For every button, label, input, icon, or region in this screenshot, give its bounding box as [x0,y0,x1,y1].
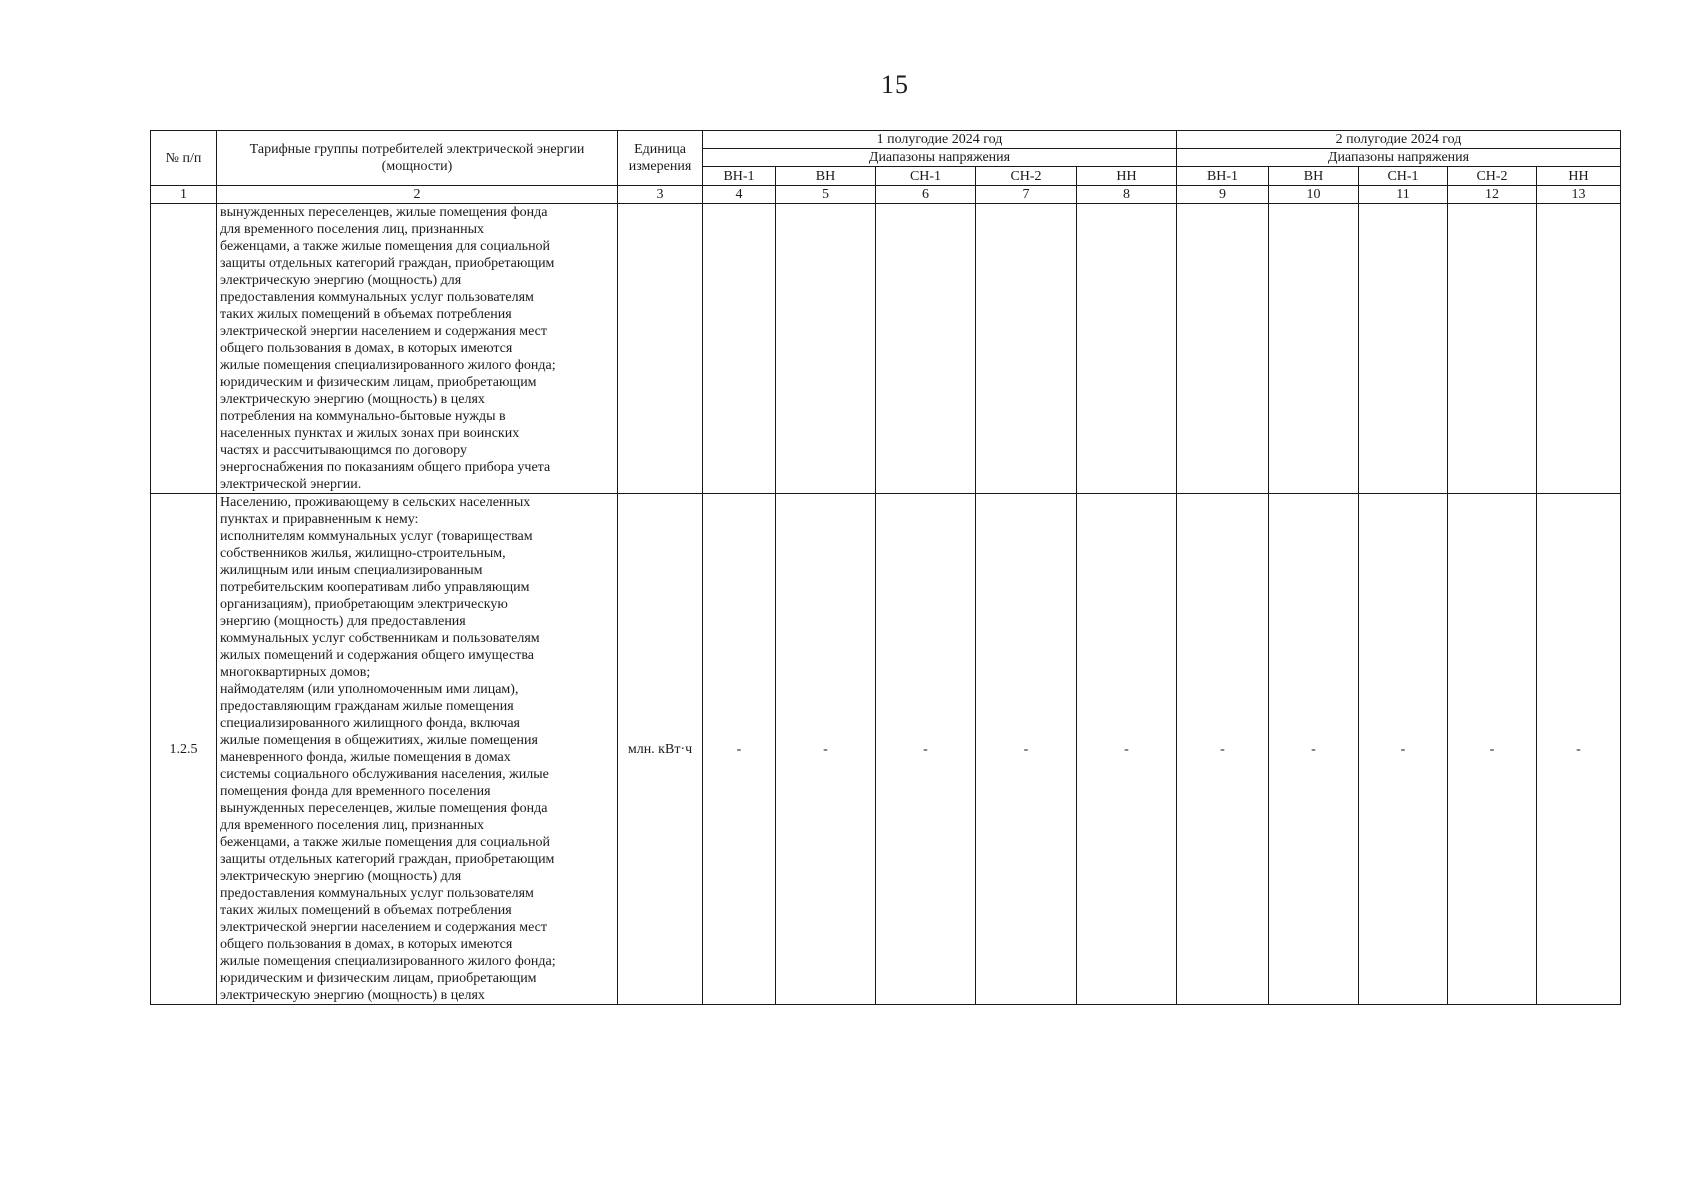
description-line: помещения фонда для временного поселения [220,784,491,799]
column-index: 4 [703,186,776,204]
column-index: 1 [151,186,217,204]
value-cell: - [1448,494,1537,1005]
value-cell [703,204,776,494]
value-cell [1359,204,1448,494]
description-line: предоставляющим гражданам жилые помещения [220,699,514,714]
value-cell: - [1177,494,1269,1005]
description-line: предоставления коммунальных услуг пользователям [220,290,534,305]
description-line: защиты отдельных категорий граждан, приобретающим [220,852,555,867]
description-line: специализированного жилищного фонда, включая [220,716,520,731]
description-line: жилищным или иным специализированным [220,563,483,578]
header-level: ВН-1 [1177,167,1269,186]
column-index: 3 [618,186,703,204]
description-line: наймодателям (или уполномоченным ими лицам), [220,682,519,697]
column-index: 8 [1077,186,1177,204]
description-line: организациям), приобретающим электрическую [220,597,508,612]
column-index: 2 [217,186,618,204]
table-row [151,204,1621,494]
value-cell [1269,204,1359,494]
description-line: коммунальных услуг собственникам и пользователям [220,631,540,646]
description-line: многоквартирных домов; [220,665,371,680]
description-line: предоставления коммунальных услуг пользователям [220,886,534,901]
value-cell [1077,204,1177,494]
column-index: 11 [1359,186,1448,204]
value-cell: - [1537,494,1621,1005]
value-cell [776,204,876,494]
value-cell: - [1359,494,1448,1005]
column-index: 12 [1448,186,1537,204]
row-unit [618,204,703,494]
column-index: 9 [1177,186,1269,204]
header-tariff-groups: Тарифные группы потребителей электрической энергии (мощности) [217,131,618,186]
description-line: жилые помещения специализированного жилого фонда; [220,954,556,969]
header-unit: Единица измерения [618,131,703,186]
value-cell [1448,204,1537,494]
table-row [151,494,1621,1005]
description-line: беженцами, а также жилые помещения для социальной [220,835,551,850]
header-level: СН-2 [976,167,1077,186]
description-line: жилые помещения специализированного жилого фонда; [220,358,556,373]
header-period-1: 1 полугодие 2024 год [703,131,1177,149]
description-line: потребления на коммунально-бытовые нужды в [220,409,506,424]
description-line: электрической энергии населением и содержания мест [220,920,547,935]
value-cell [876,204,976,494]
description-line: энергию (мощность) для предоставления [220,614,466,629]
description-line: общего пользования в домах, в которых имеются [220,341,513,356]
column-index-row [151,186,1621,204]
description-line: юридическим и физическим лицам, приобретающим [220,375,537,390]
description-line: маневренного фонда, жилые помещения в домах [220,750,511,765]
description-line: электрическую энергию (мощность) для [220,273,462,288]
value-cell: - [703,494,776,1005]
description-line: вынужденных переселенцев, жилые помещения фонда [220,205,548,220]
column-index: 7 [976,186,1077,204]
value-cell [976,204,1077,494]
description-line: таких жилых помещений в объемах потребления [220,903,512,918]
description-line: электрическую энергию (мощность) для [220,869,462,884]
header-level: НН [1537,167,1621,186]
description-line: Населению, проживающему в сельских населенных [220,495,531,510]
description-line: беженцами, а также жилые помещения для социальной [220,239,551,254]
description-line: потребительским кооперативам либо управляющим [220,580,530,595]
description-line: населенных пунктах и жилых зонах при воинских [220,426,520,441]
description-line: энергоснабжения по показаниям общего прибора учета [220,460,551,475]
description-line: электрическую энергию (мощность) в целях [220,392,485,407]
column-index: 5 [776,186,876,204]
description-line: пунктах и приравненным к нему: [220,512,419,527]
row-description [217,494,618,1005]
description-line: электрической энергии населением и содержания мест [220,324,547,339]
description-line: электрическую энергию (мощность) в целях [220,988,485,1003]
value-cell: - [876,494,976,1005]
description-line: жилых помещений и содержания общего имущества [220,648,534,663]
header-number: № п/п [151,131,217,186]
header-level: ВН [1269,167,1359,186]
row-number: 1.2.5 [151,494,217,1005]
value-cell: - [976,494,1077,1005]
row-unit: млн. кВт·ч [618,494,703,1005]
header-period-2: 2 полугодие 2024 год [1177,131,1621,149]
description-line: системы социального обслуживания населения, жилые [220,767,549,782]
value-cell [1177,204,1269,494]
column-index: 10 [1269,186,1359,204]
header-level: ВН [776,167,876,186]
description-line: собственников жилья, жилищно-строительным, [220,546,506,561]
value-cell: - [1077,494,1177,1005]
description-line: юридическим и физическим лицам, приобретающим [220,971,537,986]
value-cell [1537,204,1621,494]
header-voltage-ranges-2: Диапазоны напряжения [1177,149,1621,167]
header-level: СН-1 [1359,167,1448,186]
header-voltage-ranges-1: Диапазоны напряжения [703,149,1177,167]
description-line: вынужденных переселенцев, жилые помещения фонда [220,801,548,816]
column-index: 13 [1537,186,1621,204]
row-number [151,204,217,494]
row-description [217,204,618,494]
description-line: защиты отдельных категорий граждан, приобретающим [220,256,555,271]
header-level: НН [1077,167,1177,186]
description-line: таких жилых помещений в объемах потребления [220,307,512,322]
tariff-table [150,130,1621,1005]
header-level: СН-1 [876,167,976,186]
header-level: ВН-1 [703,167,776,186]
value-cell: - [776,494,876,1005]
description-line: исполнителям коммунальных услуг (товариществам [220,529,533,544]
description-line: жилые помещения в общежитиях, жилые помещения [220,733,538,748]
description-line: электрической энергии. [220,477,362,492]
description-line: общего пользования в домах, в которых имеются [220,937,513,952]
description-line: для временного поселения лиц, признанных [220,818,484,833]
value-cell: - [1269,494,1359,1005]
column-index: 6 [876,186,976,204]
description-line: частях и рассчитывающимся по договору [220,443,467,458]
page-number: 15 [881,70,909,99]
description-line: для временного поселения лиц, признанных [220,222,484,237]
header-level: СН-2 [1448,167,1537,186]
